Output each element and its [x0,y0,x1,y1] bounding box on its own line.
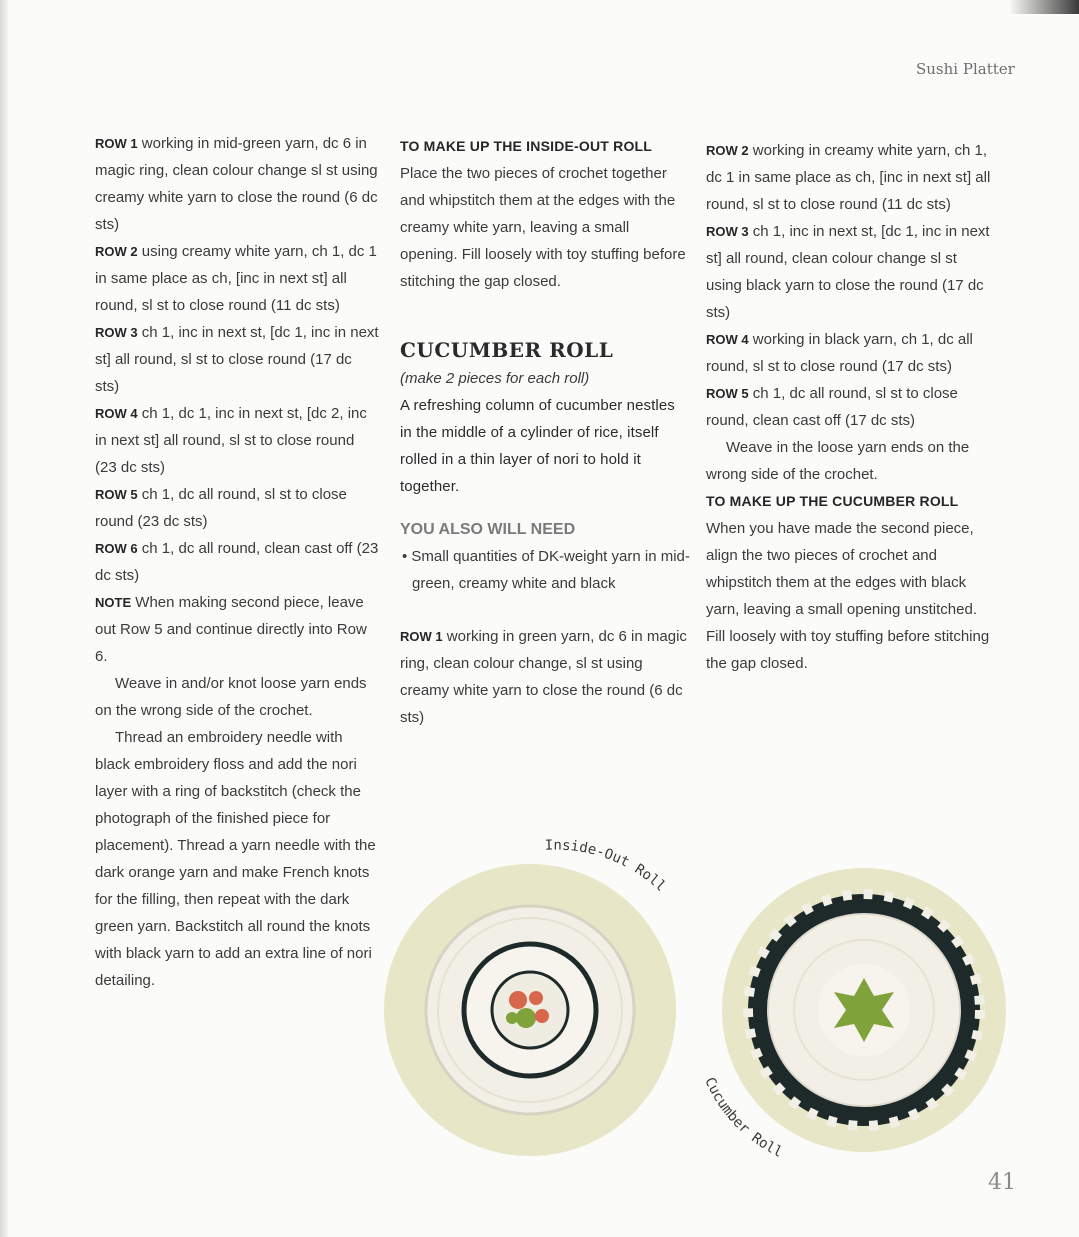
caption-inside-out-roll: Inside-Out Roll [544,837,669,895]
makeup-inside-out-heading: TO MAKE UP THE INSIDE-OUT ROLL [400,138,653,154]
column-right [706,137,996,677]
row-label: ROW 2 [95,244,138,259]
row-label: ROW 1 [95,136,138,151]
row-1-instruction [95,130,380,238]
page-corner-shadow [1009,0,1079,14]
book-spine-shadow [0,0,8,1237]
row-text: ch 1, dc all round, clean cast off (23 dc sts) [95,540,379,584]
row-label: ROW 5 [95,487,138,502]
row-label: ROW 5 [706,386,749,401]
row-label: ROW 1 [400,629,443,644]
row-label: ROW 3 [706,224,749,239]
row-text: ch 1, dc all round, sl st to close round, clean cast off (17 dc sts) [706,385,958,429]
note-text: When making second piece, leave out Row 5 and continue directly into Row 6. [95,594,367,665]
page-number: 41 [988,1170,1016,1195]
row-text: working in green yarn, dc 6 in magic ring, clean colour change, sl st using creamy white yarn to close the round (6 dc sts) [400,628,687,726]
row-2-instruction [95,238,380,319]
row-text: using creamy white yarn, ch 1, dc 1 in same place as ch, [inc in next st] all round, sl st to close round (11 dc sts) [95,243,377,314]
makeup-cucumber-heading: TO MAKE UP THE CUCUMBER ROLL [706,493,959,509]
paragraph-weave-in: Weave in and/or knot loose yarn ends on the wrong side of the crochet. [95,675,367,719]
row-4-instruction [706,326,996,380]
makeup-cucumber-text: When you have made the second piece, align the two pieces of crochet and whipstitch them at the edges with black yarn, leaving a small opening unstitched. Fill loosely with toy stuffing before stitching the gap closed. [706,520,990,672]
row-text: working in mid-green yarn, dc 6 in magic ring, clean colour change sl st using creamy white yarn to close the round (6 dc sts) [95,135,378,233]
row-2-instruction [706,137,996,218]
row-text: ch 1, inc in next st, [dc 1, inc in next st] all round, sl st to close round (17 dc sts) [95,324,379,395]
row-5-instruction [95,481,380,535]
row-text: ch 1, inc in next st, [dc 1, inc in next st] all round, clean colour change sl st using black yarn to close the round (17 dc sts) [706,223,990,321]
materials-item: • Small quantities of DK-weight yarn in mid-green, creamy white and black [402,548,690,592]
column-middle [400,133,690,731]
row-label: ROW 2 [706,143,749,158]
row-4-instruction [95,400,380,481]
cucumber-roll-image [722,868,1006,1152]
note-label: NOTE [95,595,132,610]
row-3-instruction [706,218,996,326]
makeup-inside-out-text: Place the two pieces of crochet together and whipstitch them at the edges with the creamy white yarn, leaving a small opening. Fill loosely with toy stuffing before stitching the gap closed. [400,165,686,290]
row-3-instruction [95,319,380,400]
row-1-instruction [400,623,690,731]
row-label: ROW 3 [95,325,138,340]
running-head: Sushi Platter [916,60,1015,78]
row-text: working in black yarn, ch 1, dc all round, sl st to close round (17 dc sts) [706,331,973,375]
row-text: working in creamy white yarn, ch 1, dc 1 in same place as ch, [inc in next st] all round, sl st to close round (11 dc sts) [706,142,991,213]
row-label: ROW 6 [95,541,138,556]
row-5-instruction [706,380,996,434]
paragraph-weave-in: Weave in the loose yarn ends on the wrong side of the crochet. [706,439,970,483]
row-text: ch 1, dc 1, inc in next st, [dc 2, inc in next st] all round, sl st to close round (23 dc sts) [95,405,367,476]
row-text: ch 1, dc all round, sl st to close round (23 dc sts) [95,486,347,530]
paragraph-embroidery: Thread an embroidery needle with black embroidery floss and add the nori layer with a ring of backstitch (check the photograph of the finished piece for placement). Thread a yarn needle with the dark orange yarn and make French knots for the filling, then repeat with the dark green yarn. Backstitch all round the knots with black yarn to add an extra line of nori detailing. [95,729,376,989]
sushi-photo [380,820,1020,1200]
row-label: ROW 4 [95,406,138,421]
row-6-instruction [95,535,380,589]
caption-cucumber-roll: Cucumber Roll [701,1074,785,1161]
row-label: ROW 4 [706,332,749,347]
section-intro: A refreshing column of cucumber nestles in the middle of a cylinder of rice, itself rolled in a thin layer of nori to hold it together. [400,397,675,495]
inside-out-roll-image [384,864,676,1156]
materials-heading: YOU ALSO WILL NEED [400,521,576,538]
section-subtitle: (make 2 pieces for each roll) [400,370,590,387]
section-title: CUCUMBER ROLL [400,338,614,362]
note [95,589,380,670]
column-left [95,130,380,994]
